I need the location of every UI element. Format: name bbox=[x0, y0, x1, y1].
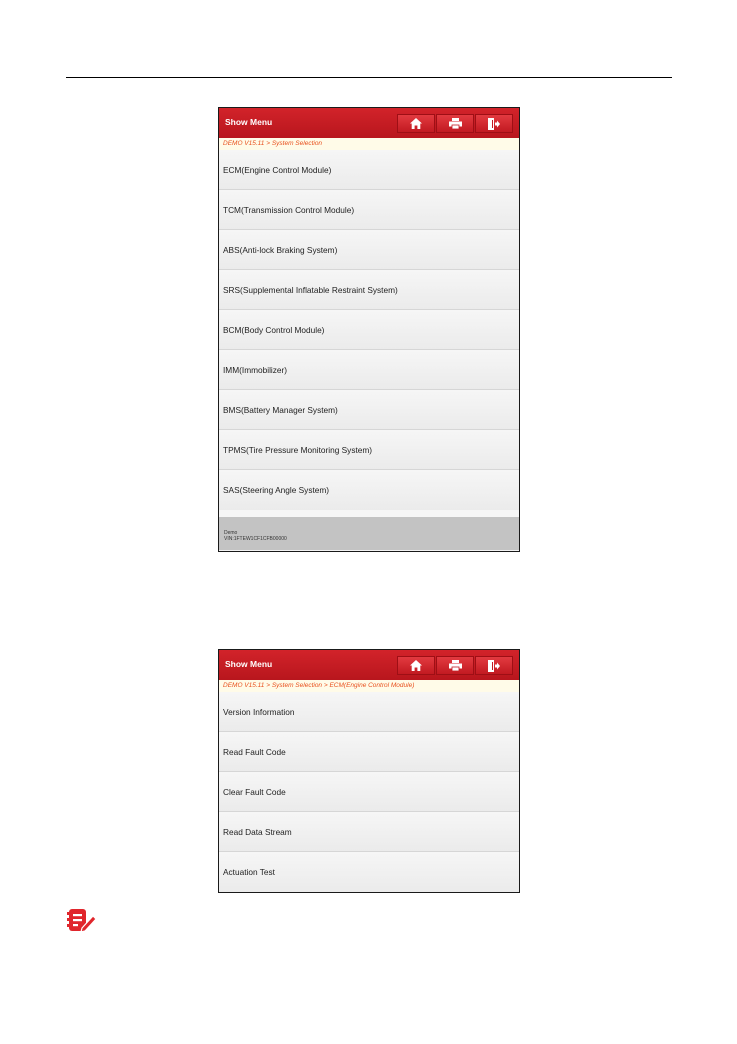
list-item-tcm[interactable]: TCM(Transmission Control Module) bbox=[219, 190, 519, 230]
vehicle-info-footer bbox=[219, 517, 519, 550]
print-button[interactable] bbox=[436, 114, 474, 133]
exit-button[interactable] bbox=[475, 656, 513, 675]
footer-model: Demo bbox=[224, 530, 238, 536]
list-item-clear-fault-code[interactable]: Clear Fault Code bbox=[219, 772, 519, 812]
page-header-rule bbox=[66, 77, 672, 78]
list-item-actuation-test[interactable]: Actuation Test bbox=[219, 852, 519, 892]
list-item-sas[interactable]: SAS(Steering Angle System) bbox=[219, 470, 519, 510]
exit-button[interactable] bbox=[475, 114, 513, 133]
list-item-abs[interactable]: ABS(Anti-lock Braking System) bbox=[219, 230, 519, 270]
title-bar bbox=[219, 108, 519, 138]
list-item-bms[interactable]: BMS(Battery Manager System) bbox=[219, 390, 519, 430]
breadcrumb: DEMO V15.11 > System Selection bbox=[219, 138, 519, 150]
footer-vin: VIN:1FTEW1CF1CFB00000 bbox=[224, 536, 287, 542]
menu-title: Show Menu bbox=[225, 117, 273, 127]
home-icon bbox=[410, 660, 422, 671]
list-item-bcm[interactable]: BCM(Body Control Module) bbox=[219, 310, 519, 350]
note-edit-icon bbox=[67, 908, 97, 932]
print-icon bbox=[449, 118, 462, 129]
list-item-read-data-stream[interactable]: Read Data Stream bbox=[219, 812, 519, 852]
home-button[interactable] bbox=[397, 114, 435, 133]
system-list bbox=[219, 150, 519, 510]
list-item-ecm[interactable]: ECM(Engine Control Module) bbox=[219, 150, 519, 190]
list-item-tpms[interactable]: TPMS(Tire Pressure Monitoring System) bbox=[219, 430, 519, 470]
breadcrumb: DEMO V15.11 > System Selection > ECM(Engine Control Module) bbox=[219, 680, 519, 692]
list-item-srs[interactable]: SRS(Supplemental Inflatable Restraint System) bbox=[219, 270, 519, 310]
home-button[interactable] bbox=[397, 656, 435, 675]
list-item-imm[interactable]: IMM(Immobilizer) bbox=[219, 350, 519, 390]
ecm-function-screen bbox=[218, 649, 520, 893]
exit-icon bbox=[488, 118, 500, 130]
list-item-read-fault-code[interactable]: Read Fault Code bbox=[219, 732, 519, 772]
function-list bbox=[219, 692, 519, 892]
home-icon bbox=[410, 118, 422, 129]
system-selection-screen bbox=[218, 107, 520, 552]
print-icon bbox=[449, 660, 462, 671]
title-bar bbox=[219, 650, 519, 680]
list-spacer bbox=[219, 510, 519, 517]
exit-icon bbox=[488, 660, 500, 672]
print-button[interactable] bbox=[436, 656, 474, 675]
list-item-version-information[interactable]: Version Information bbox=[219, 692, 519, 732]
menu-title: Show Menu bbox=[225, 659, 273, 669]
